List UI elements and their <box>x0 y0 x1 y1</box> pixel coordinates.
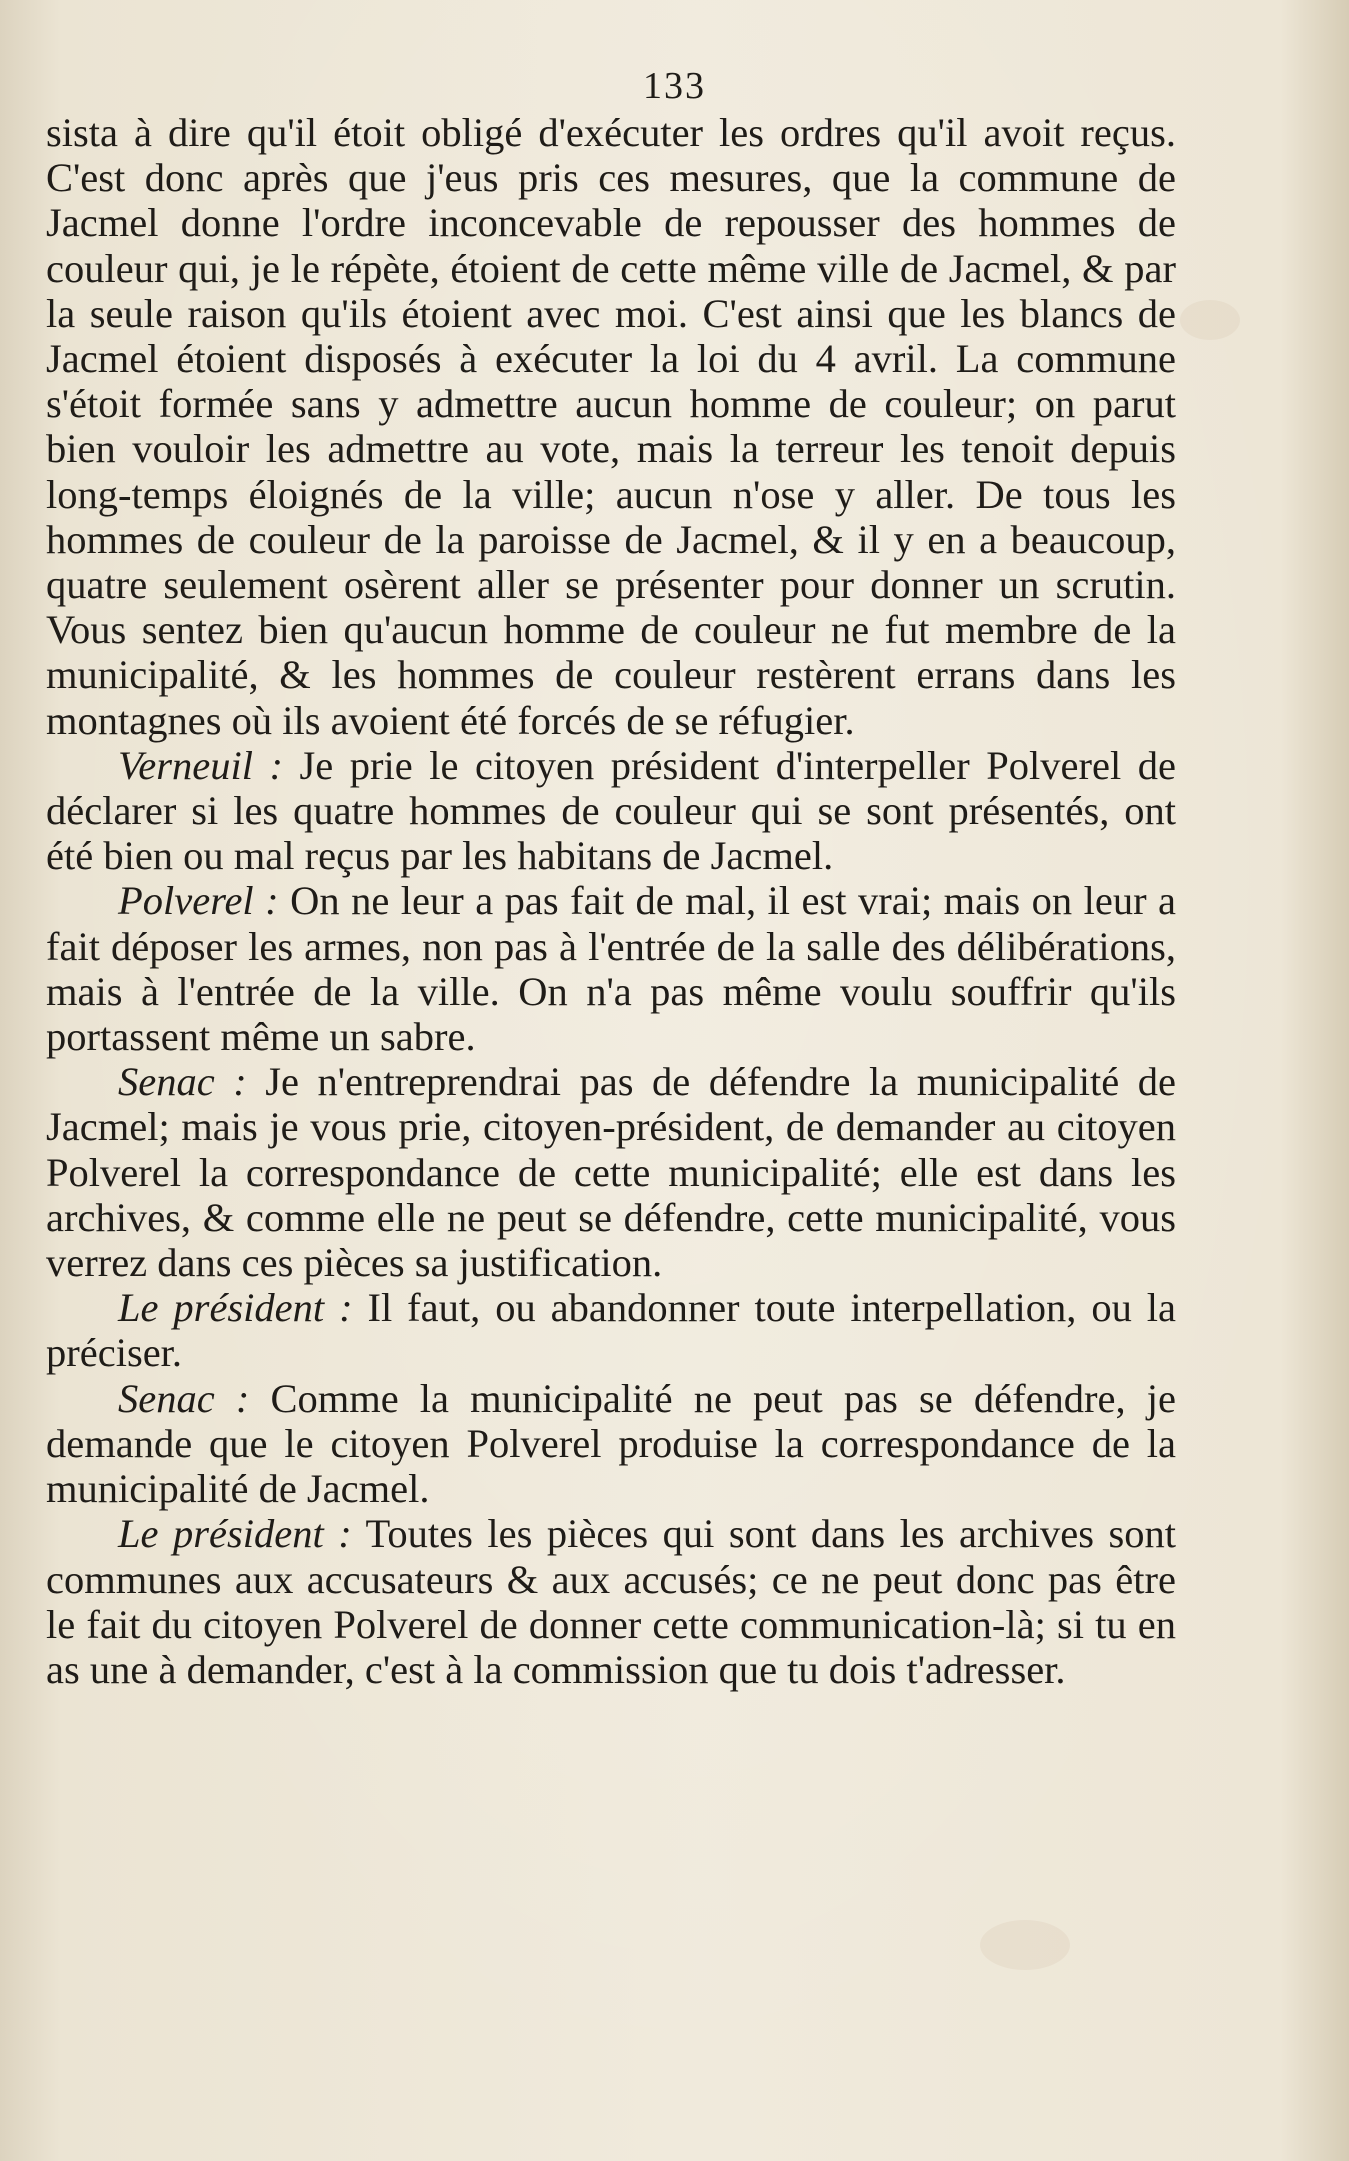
paragraph-senac <box>46 1059 1176 1285</box>
paper-stain <box>980 1920 1070 1970</box>
paragraph-verneuil <box>46 743 1176 879</box>
speaker-name: Verneuil : <box>118 742 283 788</box>
paragraph-senac <box>46 1376 1176 1512</box>
paragraph-text: sista à dire qu'il étoit obligé d'exécuter les ordres qu'il avoit reçus. C'est donc après que j'eus pris ces mesures, que la commune de Jacmel donne l'ordre inconcevable de repousser des hommes de couleur qui, je le répète, étoient de cette même ville de Jacmel, & par la seule raison qu'ils étoient avec moi. C'est ainsi que les blancs de Jacmel étoient disposés à exécuter la loi du 4 avril. La commune s'étoit formée sans y admettre aucun homme de couleur; on parut bien vouloir les admettre au vote, mais la terreur les tenoit depuis long-temps éloignés de la ville; aucun n'ose y aller. De tous les hommes de couleur de la paroisse de Jacmel, & il y en a beaucoup, quatre seulement osèrent aller se présenter pour donner un scrutin. Vous sentez bien qu'aucun homme de couleur ne fut membre de la municipalité, & les hommes de couleur restèrent errans dans les montagnes où ils avoient été forcés de se réfugier. <box>46 110 1176 743</box>
speaker-name: Senac : <box>118 1059 247 1105</box>
paragraph-polverel <box>46 878 1176 1059</box>
paragraph-text: On ne leur a pas fait de mal, il est vrai; mais on leur a fait déposer les armes, non pas à l'entrée de la salle des délibérations, mais à l'entrée de la ville. On n'a pas même voulu souffrir qu'ils portassent même un sabre. <box>46 878 1176 1060</box>
paragraph-text: Il faut, ou abandonner toute interpellation, ou la préciser. <box>46 1285 1177 1376</box>
body-text <box>46 110 1176 1692</box>
paragraph-text: Comme la municipalité ne peut pas se défendre, je demande que le citoyen Polverel produise la correspondance de la municipalité de Jacmel. <box>46 1375 1176 1512</box>
page-number: 133 <box>643 65 706 107</box>
paper-stain <box>1180 300 1240 340</box>
paragraph-text: Toutes les pièces qui sont dans les archives sont communes aux accusateurs & aux accusés; ce ne peut donc pas être le fait du citoyen Polverel de donner cette communication-là; si tu en as une à demander, c'est à la commission que tu dois t'adresser. <box>46 1511 1177 1692</box>
paragraph-text: Je prie le citoyen président d'interpeller Polverel de déclarer si les quatre hommes de couleur qui se sont présentés, ont été bien ou mal reçus par les habitans de Jacmel. <box>46 742 1176 879</box>
speaker-name: Le président : <box>118 1285 353 1331</box>
speaker-name: Senac : <box>118 1375 250 1421</box>
paragraph-text: Je n'entreprendrai pas de défendre la municipalité de Jacmel; mais je vous prie, citoyen-président, de demander au citoyen Polverel la correspondance de cette municipalité; elle est dans les archives, & comme elle ne peut se défendre, cette municipalité, vous verrez dans ces pièces sa justification. <box>46 1059 1176 1286</box>
paragraph-continued <box>46 110 1176 743</box>
paragraph-president <box>46 1511 1176 1692</box>
speaker-name: Polverel : <box>118 878 279 924</box>
paragraph-president <box>46 1285 1176 1375</box>
speaker-name: Le président : <box>118 1511 352 1557</box>
